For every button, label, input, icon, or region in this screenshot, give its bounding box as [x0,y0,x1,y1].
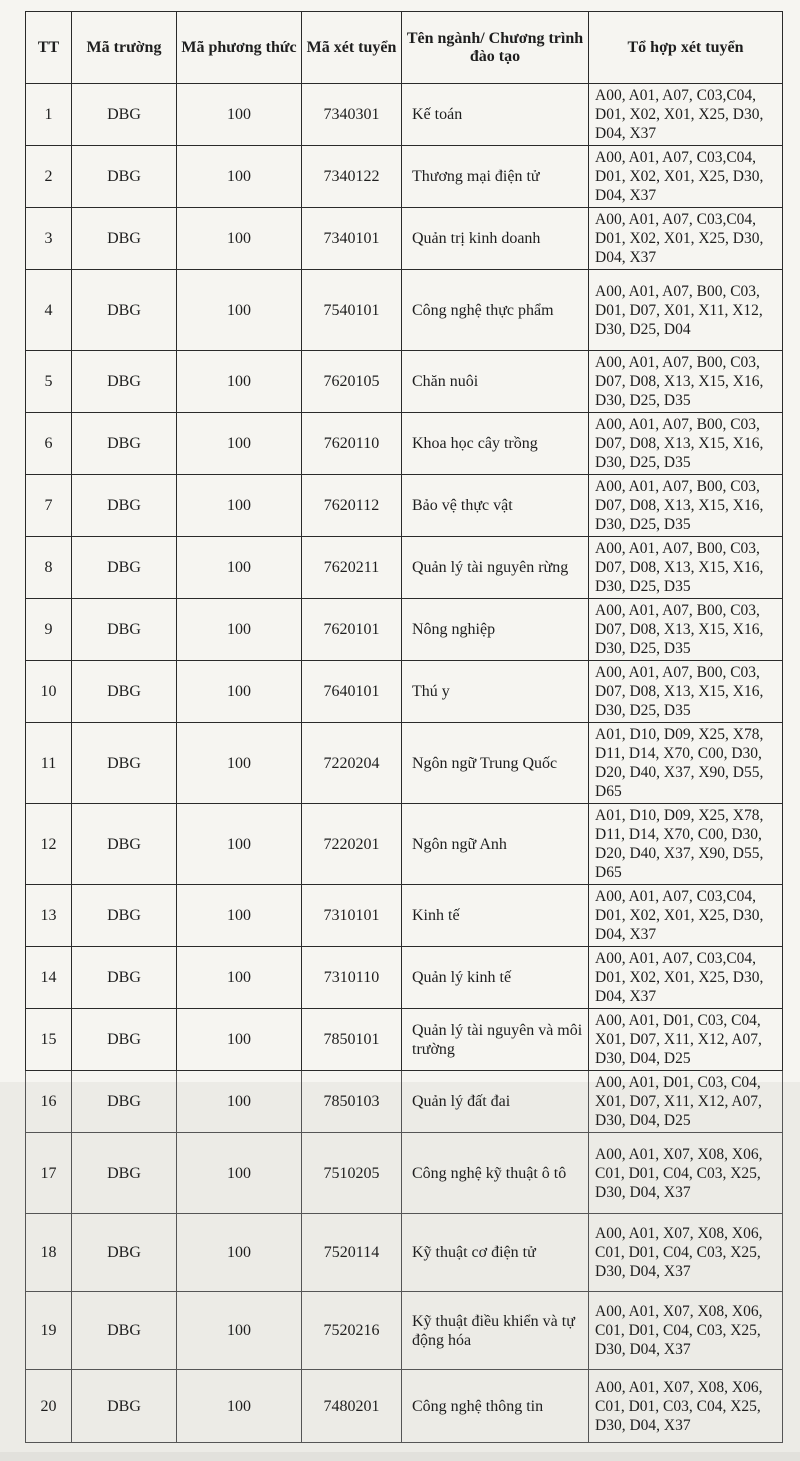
cell-tt: 19 [26,1292,72,1370]
cell-ten-nganh: Ngôn ngữ Anh [402,804,589,885]
cell-tt: 17 [26,1133,72,1214]
cell-ma-xet-tuyen: 7220204 [302,723,402,804]
cell-ten-nganh: Thương mại điện tử [402,146,589,208]
cell-to-hop: A00, A01, X07, X08, X06, C01, D01, C04, C03, X25, D30, D04, X37 [589,1133,783,1214]
cell-ma-phuong-thuc: 100 [177,1214,302,1292]
table-row [26,351,783,413]
table-row [26,537,783,599]
cell-tt: 7 [26,475,72,537]
cell-ma-xet-tuyen: 7340101 [302,208,402,270]
cell-ma-phuong-thuc: 100 [177,146,302,208]
cell-ma-phuong-thuc: 100 [177,1133,302,1214]
cell-ten-nganh: Kinh tế [402,885,589,947]
cell-to-hop: A01, D10, D09, X25, X78, D11, D14, X70, C00, D30, D20, D40, X37, X90, D55, D65 [589,723,783,804]
cell-ma-phuong-thuc: 100 [177,1071,302,1133]
cell-ma-xet-tuyen: 7520216 [302,1292,402,1370]
cell-ten-nganh: Kỹ thuật điều khiển và tự động hóa [402,1292,589,1370]
table-row [26,1133,783,1214]
cell-ma-xet-tuyen: 7640101 [302,661,402,723]
cell-ten-nganh: Nông nghiệp [402,599,589,661]
cell-ma-truong: DBG [72,1009,177,1071]
cell-ma-truong: DBG [72,947,177,1009]
cell-ma-phuong-thuc: 100 [177,723,302,804]
header-ma-xet-tuyen: Mã xét tuyển [302,12,402,84]
table-row [26,1292,783,1370]
cell-ten-nganh: Bảo vệ thực vật [402,475,589,537]
cell-ma-xet-tuyen: 7620101 [302,599,402,661]
cell-to-hop: A00, A01, X07, X08, X06, C01, D01, C04, C03, X25, D30, D04, X37 [589,1214,783,1292]
cell-tt: 18 [26,1214,72,1292]
table-row [26,885,783,947]
cell-ma-xet-tuyen: 7310101 [302,885,402,947]
cell-ten-nganh: Thú y [402,661,589,723]
cell-to-hop: A00, A01, D01, C03, C04, X01, D07, X11, X12, A07, D30, D04, D25 [589,1071,783,1133]
cell-ma-phuong-thuc: 100 [177,475,302,537]
cell-ma-truong: DBG [72,1214,177,1292]
cell-ten-nganh: Công nghệ kỹ thuật ô tô [402,1133,589,1214]
cell-ma-truong: DBG [72,413,177,475]
cell-ma-phuong-thuc: 100 [177,1370,302,1443]
table-row [26,804,783,885]
cell-tt: 12 [26,804,72,885]
cell-to-hop: A00, A01, A07, B00, C03, D07, D08, X13, X15, X16, D30, D25, D35 [589,351,783,413]
cell-ma-truong: DBG [72,208,177,270]
cell-to-hop: A00, A01, A07, B00, C03, D07, D08, X13, X15, X16, D30, D25, D35 [589,537,783,599]
cell-ma-truong: DBG [72,537,177,599]
cell-ma-phuong-thuc: 100 [177,413,302,475]
cell-ma-xet-tuyen: 7220201 [302,804,402,885]
cell-ma-phuong-thuc: 100 [177,1292,302,1370]
cell-ma-truong: DBG [72,804,177,885]
header-ma-truong: Mã trường [72,12,177,84]
cell-ten-nganh: Kỹ thuật cơ điện tử [402,1214,589,1292]
cell-to-hop: A00, A01, X07, X08, X06, C01, D01, C03, C04, X25, D30, D04, X37 [589,1370,783,1443]
cell-ma-truong: DBG [72,885,177,947]
cell-ten-nganh: Ngôn ngữ Trung Quốc [402,723,589,804]
cell-ma-truong: DBG [72,146,177,208]
table-row [26,1214,783,1292]
cell-ma-xet-tuyen: 7620211 [302,537,402,599]
cell-ma-truong: DBG [72,1071,177,1133]
cell-to-hop: A01, D10, D09, X25, X78, D11, D14, X70, C00, D30, D20, D40, X37, X90, D55, D65 [589,804,783,885]
cell-tt: 10 [26,661,72,723]
cell-ma-xet-tuyen: 7540101 [302,270,402,351]
cell-ma-xet-tuyen: 7850103 [302,1071,402,1133]
cell-ma-phuong-thuc: 100 [177,947,302,1009]
cell-ma-phuong-thuc: 100 [177,804,302,885]
cell-to-hop: A00, A01, A07, B00, C03, D07, D08, X13, X15, X16, D30, D25, D35 [589,599,783,661]
cell-ten-nganh: Khoa học cây trồng [402,413,589,475]
table-row [26,146,783,208]
table-row [26,599,783,661]
cell-ma-phuong-thuc: 100 [177,208,302,270]
table-row [26,270,783,351]
cell-tt: 3 [26,208,72,270]
table-row [26,413,783,475]
cell-to-hop: A00, A01, A07, B00, C03, D07, D08, X13, X15, X16, D30, D25, D35 [589,661,783,723]
cell-ma-phuong-thuc: 100 [177,661,302,723]
table-header-row [26,12,783,84]
cell-ten-nganh: Quản lý kinh tế [402,947,589,1009]
cell-ma-phuong-thuc: 100 [177,84,302,146]
cell-tt: 14 [26,947,72,1009]
cell-ten-nganh: Công nghệ thực phẩm [402,270,589,351]
cell-ma-truong: DBG [72,1292,177,1370]
admission-table [25,11,783,1443]
cell-ma-phuong-thuc: 100 [177,885,302,947]
cell-ma-xet-tuyen: 7340301 [302,84,402,146]
cell-tt: 4 [26,270,72,351]
cell-tt: 8 [26,537,72,599]
cell-ma-phuong-thuc: 100 [177,537,302,599]
cell-ma-xet-tuyen: 7310110 [302,947,402,1009]
cell-to-hop: A00, A01, A07, C03,C04, D01, X02, X01, X25, D30, D04, X37 [589,885,783,947]
cell-to-hop: A00, A01, A07, C03,C04, D01, X02, X01, X25, D30, D04, X37 [589,947,783,1009]
cell-to-hop: A00, A01, A07, B00, C03, D01, D07, X01, X11, X12, D30, D25, D04 [589,270,783,351]
cell-ma-truong: DBG [72,84,177,146]
cell-to-hop: A00, A01, A07, C03,C04, D01, X02, X01, X25, D30, D04, X37 [589,208,783,270]
cell-ma-xet-tuyen: 7620112 [302,475,402,537]
cell-ma-xet-tuyen: 7850101 [302,1009,402,1071]
cell-ten-nganh: Công nghệ thông tin [402,1370,589,1443]
table-row [26,208,783,270]
cell-to-hop: A00, A01, A07, C03,C04, D01, X02, X01, X25, D30, D04, X37 [589,146,783,208]
table-row [26,723,783,804]
cell-tt: 5 [26,351,72,413]
cell-ma-xet-tuyen: 7480201 [302,1370,402,1443]
cell-tt: 15 [26,1009,72,1071]
header-tt: TT [26,12,72,84]
cell-ma-xet-tuyen: 7510205 [302,1133,402,1214]
cell-ten-nganh: Chăn nuôi [402,351,589,413]
cell-tt: 20 [26,1370,72,1443]
cell-to-hop: A00, A01, A07, B00, C03, D07, D08, X13, X15, X16, D30, D25, D35 [589,475,783,537]
cell-ma-phuong-thuc: 100 [177,270,302,351]
table-body [26,84,783,1443]
table-row [26,475,783,537]
cell-ma-phuong-thuc: 100 [177,599,302,661]
cell-tt: 11 [26,723,72,804]
header-ma-phuong-thuc: Mã phương thức [177,12,302,84]
cell-ten-nganh: Quản lý đất đai [402,1071,589,1133]
cell-ma-truong: DBG [72,351,177,413]
header-to-hop: Tổ hợp xét tuyển [589,12,783,84]
cell-ten-nganh: Kế toán [402,84,589,146]
cell-tt: 1 [26,84,72,146]
cell-to-hop: A00, A01, A07, B00, C03, D07, D08, X13, X15, X16, D30, D25, D35 [589,413,783,475]
cell-ma-truong: DBG [72,661,177,723]
cell-ma-xet-tuyen: 7620105 [302,351,402,413]
cell-ma-xet-tuyen: 7340122 [302,146,402,208]
cell-ma-xet-tuyen: 7520114 [302,1214,402,1292]
cell-ma-phuong-thuc: 100 [177,351,302,413]
cell-to-hop: A00, A01, A07, C03,C04, D01, X02, X01, X25, D30, D04, X37 [589,84,783,146]
cell-ma-truong: DBG [72,1133,177,1214]
table-row [26,84,783,146]
cell-ma-xet-tuyen: 7620110 [302,413,402,475]
cell-tt: 13 [26,885,72,947]
cell-ma-truong: DBG [72,1370,177,1443]
header-ten-nganh: Tên ngành/ Chương trình đào tạo [402,12,589,84]
table-row [26,1009,783,1071]
cell-to-hop: A00, A01, D01, C03, C04, X01, D07, X11, X12, A07, D30, D04, D25 [589,1009,783,1071]
cell-ten-nganh: Quản trị kinh doanh [402,208,589,270]
table-row [26,661,783,723]
cell-ma-truong: DBG [72,270,177,351]
cell-to-hop: A00, A01, X07, X08, X06, C01, D01, C04, C03, X25, D30, D04, X37 [589,1292,783,1370]
scan-bottom-edge [0,1452,800,1461]
cell-ma-truong: DBG [72,475,177,537]
table-row [26,1071,783,1133]
table-row [26,947,783,1009]
table-row [26,1370,783,1443]
cell-ma-truong: DBG [72,723,177,804]
cell-tt: 16 [26,1071,72,1133]
cell-ten-nganh: Quản lý tài nguyên và môi trường [402,1009,589,1071]
cell-ma-phuong-thuc: 100 [177,1009,302,1071]
cell-tt: 2 [26,146,72,208]
cell-tt: 6 [26,413,72,475]
cell-ma-truong: DBG [72,599,177,661]
cell-ten-nganh: Quản lý tài nguyên rừng [402,537,589,599]
cell-tt: 9 [26,599,72,661]
